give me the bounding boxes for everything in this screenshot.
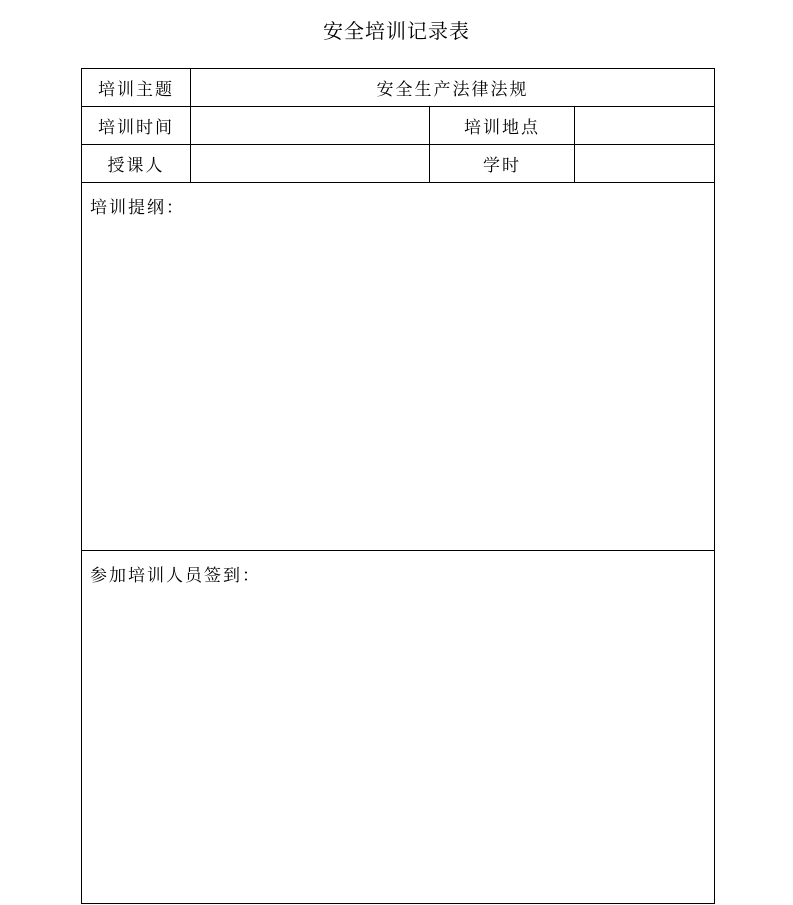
instructor-label: 授课人 bbox=[82, 145, 191, 183]
training-record-table bbox=[81, 68, 715, 904]
outline-label: 培训提纲： bbox=[90, 198, 185, 218]
outline-row bbox=[82, 183, 715, 551]
location-value[interactable] bbox=[575, 107, 715, 145]
time-label: 培训时间 bbox=[82, 107, 191, 145]
document-title: 安全培训记录表 bbox=[323, 19, 470, 43]
topic-value[interactable]: 安全生产法律法规 bbox=[191, 69, 715, 107]
topic-row bbox=[82, 69, 715, 107]
outline-area[interactable] bbox=[82, 183, 715, 551]
time-value[interactable] bbox=[191, 107, 430, 145]
hours-value[interactable] bbox=[575, 145, 715, 183]
time-location-row bbox=[82, 107, 715, 145]
signin-row bbox=[82, 551, 715, 904]
location-label: 培训地点 bbox=[430, 107, 575, 145]
signin-area[interactable] bbox=[82, 551, 715, 904]
hours-label: 学时 bbox=[430, 145, 575, 183]
instructor-value[interactable] bbox=[191, 145, 430, 183]
signin-label: 参加培训人员签到： bbox=[90, 566, 261, 586]
topic-label: 培训主题 bbox=[82, 69, 191, 107]
instructor-hours-row bbox=[82, 145, 715, 183]
